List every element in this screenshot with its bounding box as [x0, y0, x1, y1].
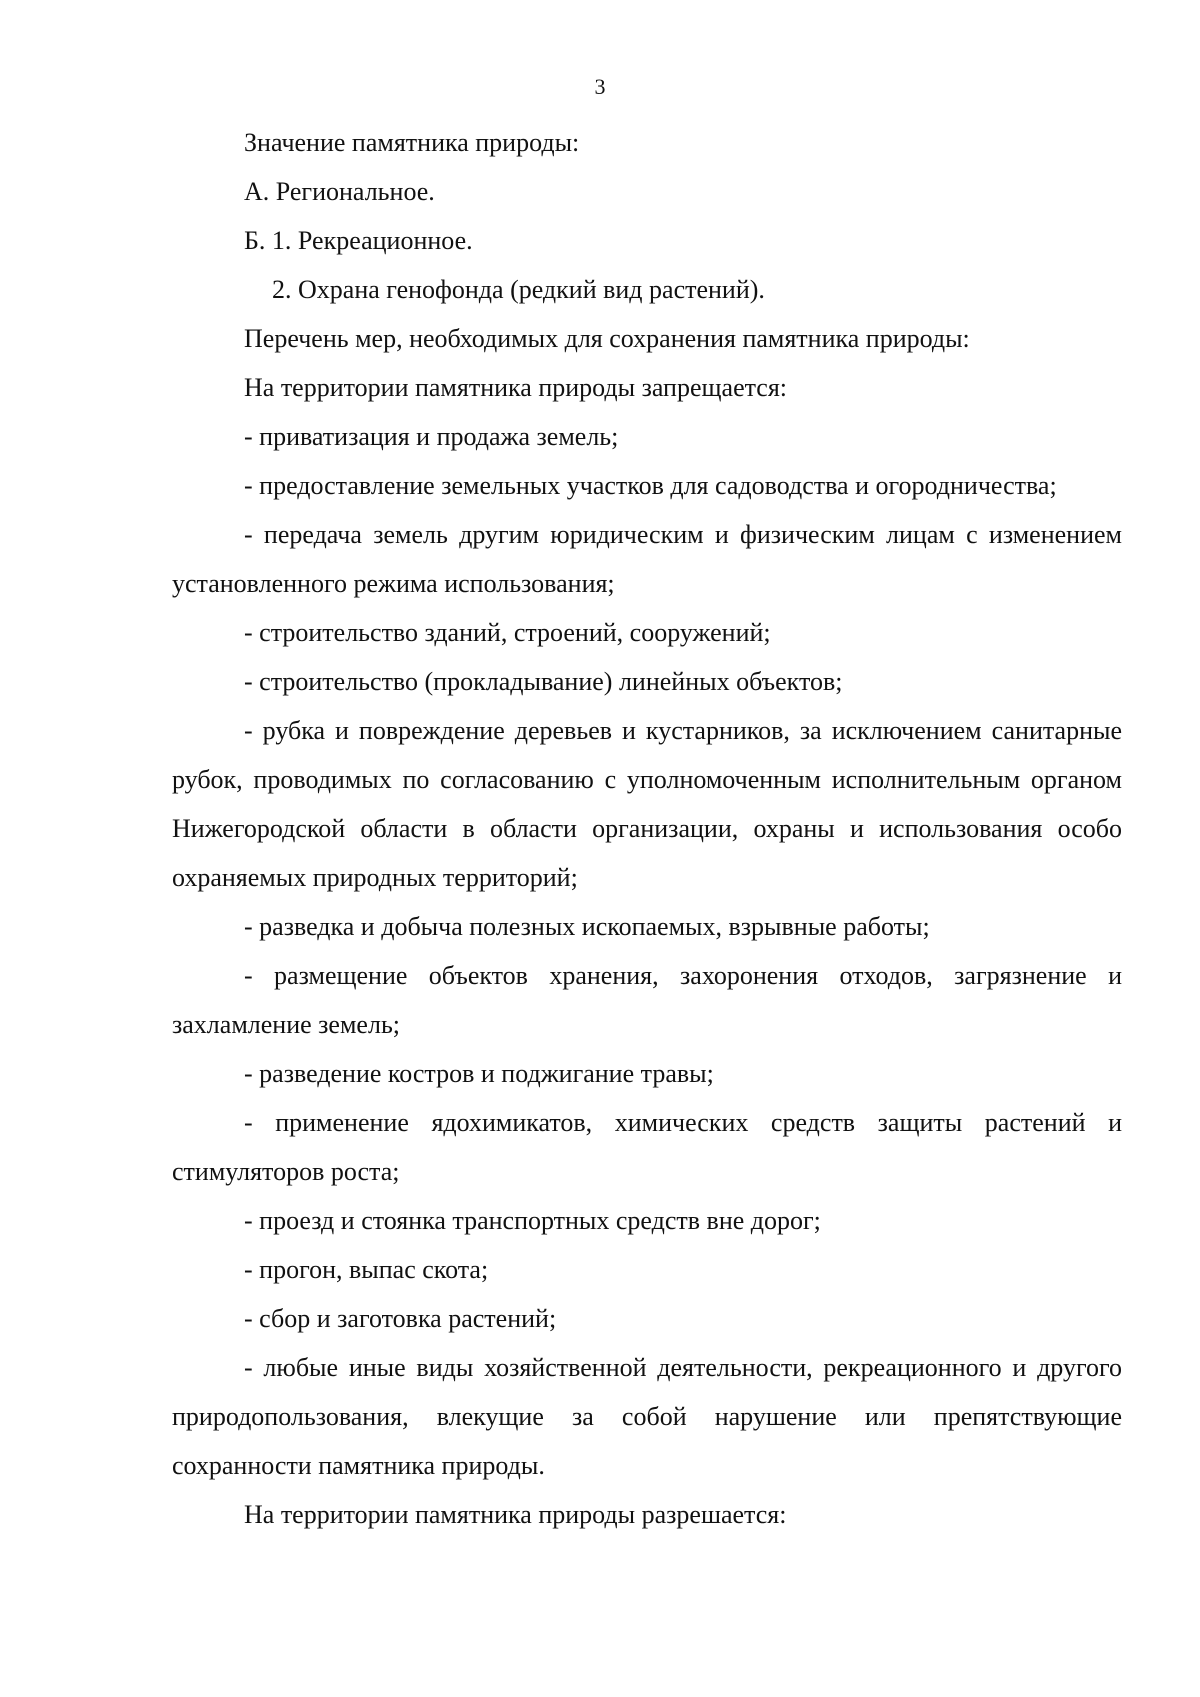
list-item: - строительство (прокладывание) линейных объектов; — [244, 667, 843, 696]
list-item: - проезд и стоянка транспортных средств вне дорог; — [244, 1206, 821, 1235]
list-item: - предоставление земельных участков для садоводства и огородничества; — [244, 471, 1057, 500]
paragraph-prohibited-heading: На территории памятника природы запрещается: — [244, 373, 788, 402]
paragraph-significance-heading: Значение памятника природы: — [244, 128, 580, 157]
paragraph-genefund: 2. Охрана генофонда (редкий вид растений). — [272, 275, 765, 304]
list-item: - передача земель другим юридическим и физическим лицам с изменением установленного режима использования; — [172, 520, 1122, 598]
document-body — [172, 118, 1122, 1539]
list-item: - прогон, выпас скота; — [244, 1255, 489, 1284]
list-item: - сбор и заготовка растений; — [244, 1304, 557, 1333]
list-item: - размещение объектов хранения, захоронения отходов, загрязнение и захламление земель; — [172, 961, 1122, 1039]
paragraph-recreational: Б. 1. Рекреационное. — [244, 226, 473, 255]
list-item: - рубка и повреждение деревьев и кустарников, за исключением санитарные рубок, проводимых по согласованию с уполномоченным исполнительным органом Нижегородской области в области организации, охраны и использования особо охраняемых природных территорий; — [172, 716, 1122, 892]
list-item: - применение ядохимикатов, химических средств защиты растений и стимуляторов роста; — [172, 1108, 1122, 1186]
paragraph-measures-heading: Перечень мер, необходимых для сохранения памятника природы: — [244, 324, 970, 353]
list-item: - разведка и добыча полезных ископаемых, взрывные работы; — [244, 912, 930, 941]
paragraph-permitted-heading: На территории памятника природы разрешается: — [244, 1500, 787, 1529]
paragraph-regional: А. Региональное. — [244, 177, 435, 206]
page-number: 3 — [594, 74, 606, 99]
list-item: - любые иные виды хозяйственной деятельности, рекреационного и другого природопользования, влекущие за собой нарушение или препятствующие сохранности памятника природы. — [172, 1353, 1122, 1480]
list-item: - строительство зданий, строений, сооружений; — [244, 618, 771, 647]
list-item: - разведение костров и поджигание травы; — [244, 1059, 714, 1088]
list-item: - приватизация и продажа земель; — [244, 422, 619, 451]
